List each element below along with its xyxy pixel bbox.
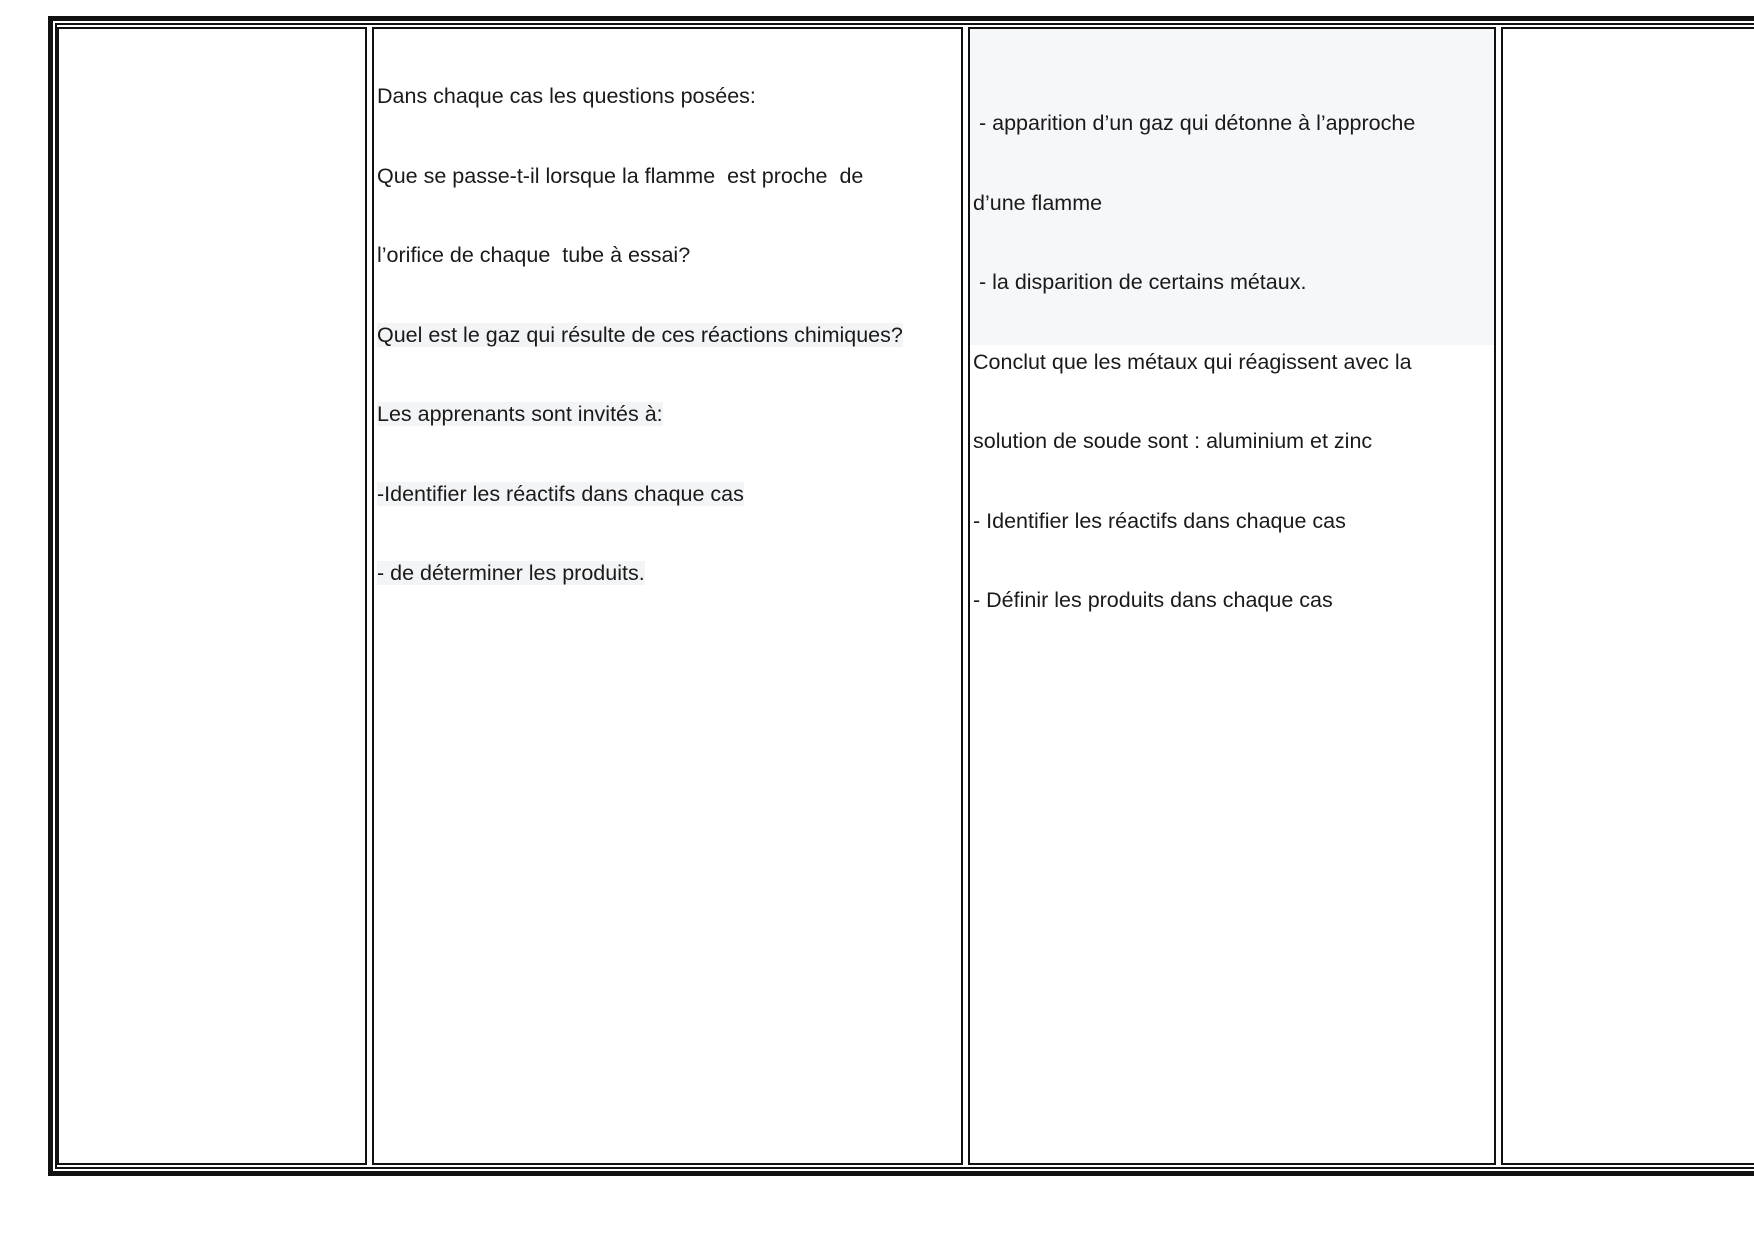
text-line: solution de soude sont : aluminium et zinc: [973, 429, 1373, 453]
text-line: -Identifier les réactifs dans chaque cas: [377, 481, 744, 506]
text-line: Quel est le gaz qui résulte de ces réactions chimiques?: [377, 322, 903, 347]
text-line: Dans chaque cas les questions posées:: [377, 84, 756, 108]
questions-text-block: [377, 30, 957, 640]
table-column-1: [57, 27, 367, 1165]
text-line: - de déterminer les produits.: [377, 561, 645, 585]
table-column-2: [372, 27, 963, 1165]
observations-text-block: [973, 57, 1491, 667]
text-line: Conclut que les métaux qui réagissent avec la: [973, 349, 1412, 374]
table-column-3: [968, 27, 1496, 1165]
text-line: - Identifier les réactifs dans chaque cas: [973, 508, 1346, 533]
lesson-table: [48, 16, 1754, 1176]
text-line: l’orifice de chaque tube à essai?: [377, 243, 691, 267]
text-line: Les apprenants sont invités à:: [377, 402, 663, 426]
text-line: - la disparition de certains métaux.: [973, 270, 1307, 294]
text-line: - apparition d’un gaz qui détonne à l’approche: [973, 111, 1416, 135]
text-line: Que se passe-t-il lorsque la flamme est proche de: [377, 163, 864, 188]
text-line: - Définir les produits dans chaque cas: [973, 588, 1333, 612]
text-line: d’une flamme: [973, 190, 1103, 215]
table-column-4: [1501, 27, 1754, 1165]
